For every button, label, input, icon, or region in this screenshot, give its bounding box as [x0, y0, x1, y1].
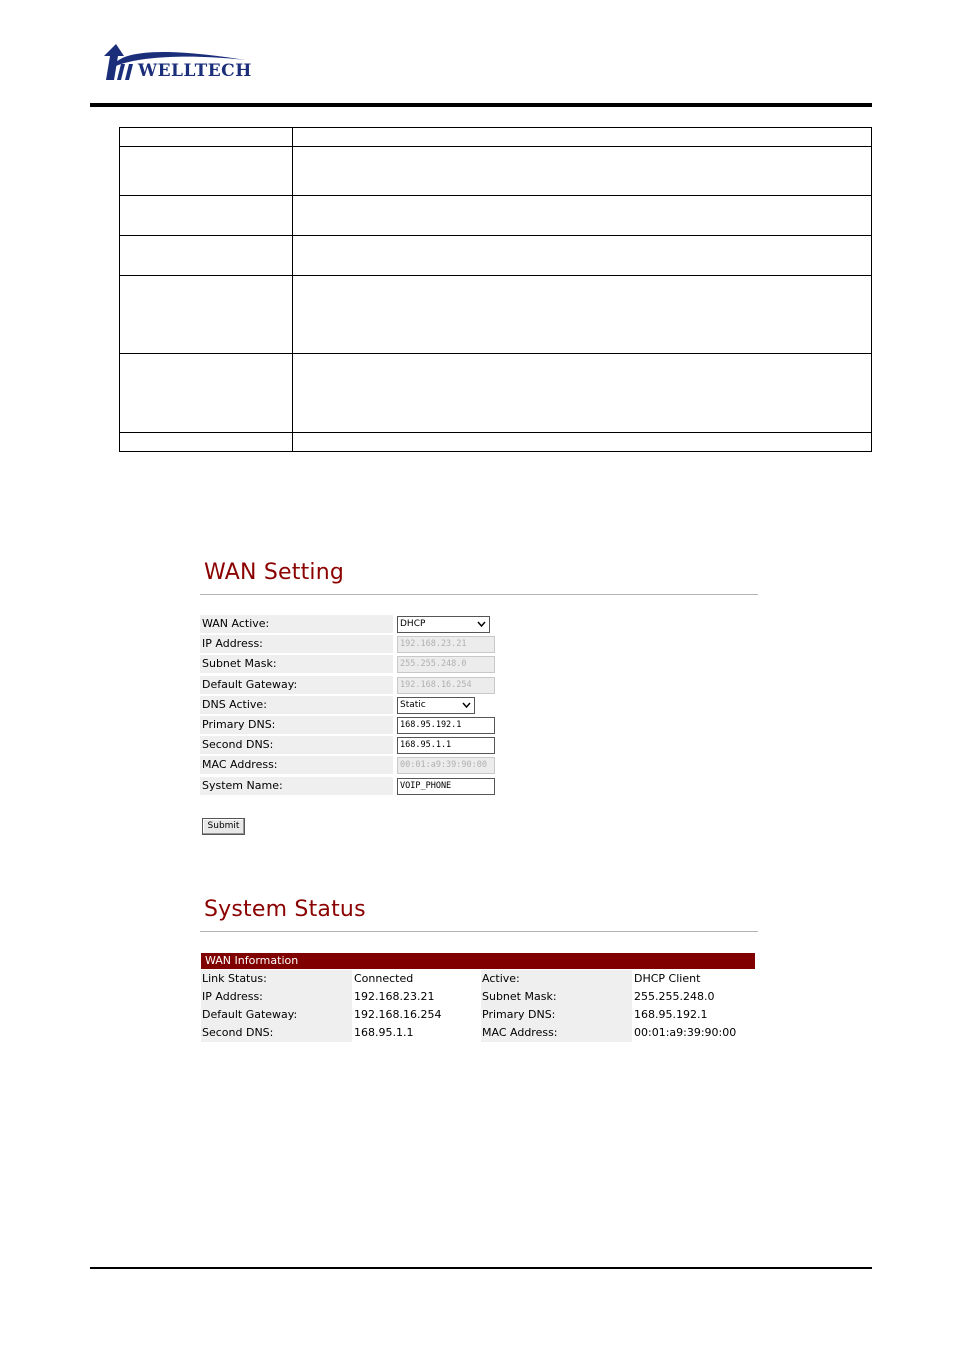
status-label: Default Gateway: — [201, 1006, 352, 1024]
status-value: 192.168.16.254 — [352, 1006, 481, 1024]
system-status-rule — [200, 931, 758, 932]
status-value: 00:01:a9:39:90:00 — [632, 1024, 761, 1042]
form-row — [200, 675, 500, 695]
form-row — [200, 695, 500, 715]
select-value: DHCP — [400, 619, 426, 629]
status-label: Subnet Mask: — [481, 988, 632, 1006]
field-input[interactable]: VOIP_PHONE — [397, 778, 495, 795]
footer-rule — [90, 1267, 872, 1269]
field-label: Second DNS: — [200, 736, 393, 754]
field-label: Primary DNS: — [200, 716, 393, 734]
wan-setting-rule — [200, 594, 758, 595]
form-row — [200, 634, 500, 654]
field-label: WAN Active: — [200, 615, 393, 633]
field-label: IP Address: — [200, 635, 393, 653]
status-label: Active: — [481, 970, 632, 988]
select-value: Static — [400, 699, 426, 710]
status-label: Second DNS: — [201, 1024, 352, 1042]
logo-text: WELLTECH — [138, 61, 252, 81]
field-input: 192.168.23.21 — [397, 636, 495, 653]
field-select[interactable] — [397, 616, 490, 633]
status-value: Connected — [352, 970, 481, 988]
status-row — [201, 1006, 761, 1024]
status-label: Primary DNS: — [481, 1006, 632, 1024]
field-input: 192.168.16.254 — [397, 677, 495, 694]
field-input[interactable]: 168.95.1.1 — [397, 737, 495, 754]
status-label: IP Address: — [201, 988, 352, 1006]
submit-button[interactable]: Submit — [202, 818, 245, 835]
status-value: 168.95.192.1 — [632, 1006, 761, 1024]
form-row — [200, 735, 500, 755]
status-value: 255.255.248.0 — [632, 988, 761, 1006]
status-label: MAC Address: — [481, 1024, 632, 1042]
field-label: Subnet Mask: — [200, 655, 393, 673]
field-select[interactable] — [397, 697, 475, 714]
document-table — [119, 127, 872, 452]
field-input: 00:01:a9:39:90:00 — [397, 757, 495, 774]
status-row — [201, 970, 761, 988]
form-row — [200, 654, 500, 674]
status-value: DHCP Client — [632, 970, 761, 988]
status-value: 168.95.1.1 — [352, 1024, 481, 1042]
field-input[interactable]: 168.95.192.1 — [397, 717, 495, 734]
field-label: System Name: — [200, 777, 393, 795]
wan-setting-title: WAN Setting — [204, 560, 345, 585]
status-row — [201, 1024, 761, 1042]
header-rule — [90, 103, 872, 107]
form-row — [200, 614, 500, 634]
field-label: Default Gateway: — [200, 676, 393, 694]
status-row — [201, 988, 761, 1006]
form-row — [200, 776, 500, 796]
field-label: MAC Address: — [200, 756, 393, 774]
form-row — [200, 715, 500, 735]
wan-setting-form — [200, 614, 500, 796]
wan-information-table — [201, 970, 761, 1042]
status-label: Link Status: — [201, 970, 352, 988]
field-input: 255.255.248.0 — [397, 656, 495, 673]
status-value: 192.168.23.21 — [352, 988, 481, 1006]
system-status-title: System Status — [204, 897, 366, 922]
field-label: DNS Active: — [200, 696, 393, 714]
form-row — [200, 755, 500, 775]
wan-information-header: WAN Information — [201, 953, 755, 969]
